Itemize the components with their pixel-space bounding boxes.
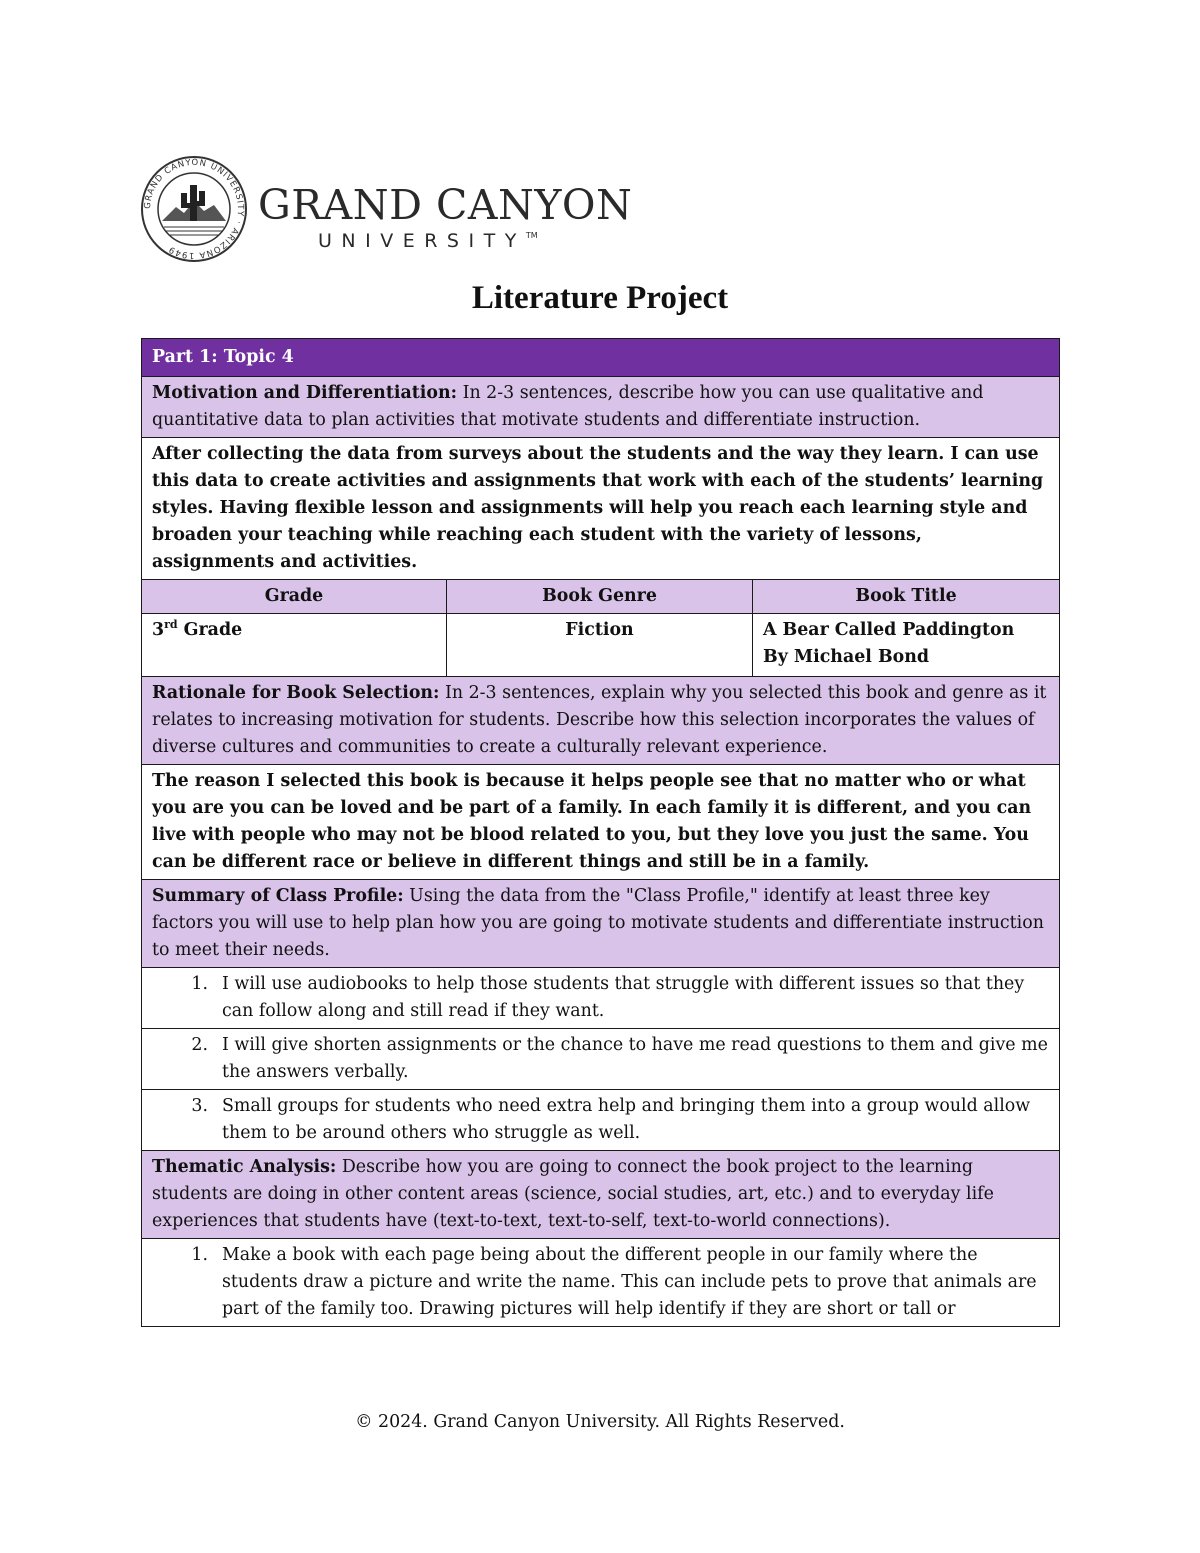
thematic-label: Thematic Analysis: — [152, 1157, 337, 1177]
list-item-text: Small groups for students who need extra help and bringing them into a group would allow them to be around others who struggle as well. — [222, 1096, 1031, 1143]
svg-text:GRAND CANYON UNIVERSITY · ARIZ: GRAND CANYON UNIVERSITY · ARIZONA 1949 — [142, 157, 246, 261]
book-author: By Michael Bond — [763, 647, 930, 667]
class-profile-prompt-cell — [142, 880, 1060, 968]
list-item-text: I will give shorten assignments or the chance to have me read questions to them and give me the answers verbally. — [222, 1035, 1048, 1082]
book-title-value — [753, 614, 1060, 677]
list-item-text: Make a book with each page being about the different people in our family where the students draw a picture and write the name. This can include pets to prove that animals are part of the family too. Drawing pictures will help identify if they are short or tall or — [222, 1245, 1037, 1319]
list-item — [142, 1090, 1060, 1151]
thematic-prompt-row — [142, 1151, 1060, 1239]
rationale-answer-row — [142, 765, 1060, 880]
thematic-prompt: Describe how you are going to connect the book project to the learning students are doing in other content areas (science, social studies, art, etc.) and to everyday life experiences that students have (text-to-text, text-to-self, text-to-world connections). — [152, 1157, 994, 1231]
motivation-prompt: In 2-3 sentences, describe how you can use qualitative and quantitative data to plan activities that motivate students and differentiate instruction. — [152, 383, 984, 430]
book-table-header-row — [142, 580, 1060, 614]
copyright-footer: © 2024. Grand Canyon University. All Rights Reserved. — [355, 1412, 845, 1432]
grade-number: 3 — [152, 620, 165, 640]
list-item — [142, 1239, 1060, 1327]
wordmark-bottom-text: UNIVERSITY — [318, 230, 526, 252]
rationale-prompt: In 2-3 sentences, explain why you selected this book and genre as it relates to increasing motivation for students. Describe how this selection incorporates the values of diverse cultures and communities to create a culturally relevant experience. — [152, 683, 1047, 757]
list-item — [142, 1029, 1060, 1090]
class-profile-prompt: Using the data from the "Class Profile," identify at least three key factors you will use to help plan how you are going to motivate students and differentiate instruction to meet their needs. — [152, 886, 1044, 960]
thematic-prompt-cell — [142, 1151, 1060, 1239]
class-profile-item-row — [142, 1090, 1060, 1151]
part-header-row — [142, 339, 1060, 377]
list-item-number: 2. — [191, 1035, 208, 1055]
motivation-prompt-row — [142, 377, 1060, 438]
list-item-text: I will use audiobooks to help those students that struggle with different issues so that they can follow along and still read if they want. — [222, 974, 1025, 1021]
grade-ordinal: rd — [164, 618, 178, 632]
rationale-answer: The reason I selected this book is because it helps people see that no matter who or what you are you can be loved and be part of a family. In each family it is different, and you can live with people who may not be blood related to you, but they love you just the same. You can be different race or believe in different things and still be in a family. — [142, 765, 1060, 880]
list-item — [142, 968, 1060, 1029]
rationale-label: Rationale for Book Selection: — [152, 683, 440, 703]
literature-project-table — [141, 338, 1060, 1327]
motivation-answer: After collecting the data from surveys about the students and the way they learn. I can use this data to create activities and assignments that work with each of the students’ learning styles. Having flexible lesson and assignments will help you reach each learning style and broaden your teaching while reaching each student with the variety of lessons, assignments and activities. — [142, 438, 1060, 580]
class-profile-item-row — [142, 1029, 1060, 1090]
motivation-prompt-cell — [142, 377, 1060, 438]
motivation-label: Motivation and Differentiation: — [152, 383, 458, 403]
wordmark-top: GRAND CANYON — [258, 181, 633, 229]
trademark-mark: TM — [525, 231, 538, 240]
wordmark-bottom — [318, 232, 632, 251]
grade-header: Grade — [142, 580, 447, 614]
part-header: Part 1: Topic 4 — [142, 339, 1060, 377]
motivation-answer-row — [142, 438, 1060, 580]
university-wordmark — [258, 181, 633, 252]
list-item-number: 3. — [191, 1096, 208, 1116]
genre-header: Book Genre — [447, 580, 753, 614]
university-logo — [140, 155, 633, 265]
class-profile-label: Summary of Class Profile: — [152, 886, 404, 906]
list-item-number: 1. — [191, 1245, 208, 1265]
grade-value — [142, 614, 447, 677]
grade-word: Grade — [177, 620, 243, 640]
title-header: Book Title — [753, 580, 1060, 614]
university-seal-icon — [140, 155, 248, 263]
thematic-item-row — [142, 1239, 1060, 1327]
genre-value: Fiction — [447, 614, 753, 677]
book-title: A Bear Called Paddington — [763, 620, 1015, 640]
document-table-clip — [141, 338, 1061, 1387]
page-title: Literature Project — [471, 280, 729, 316]
list-item-number: 1. — [191, 974, 208, 994]
book-table-data-row — [142, 614, 1060, 677]
rationale-prompt-cell — [142, 677, 1060, 765]
class-profile-item-row — [142, 968, 1060, 1029]
class-profile-prompt-row — [142, 880, 1060, 968]
rationale-prompt-row — [142, 677, 1060, 765]
